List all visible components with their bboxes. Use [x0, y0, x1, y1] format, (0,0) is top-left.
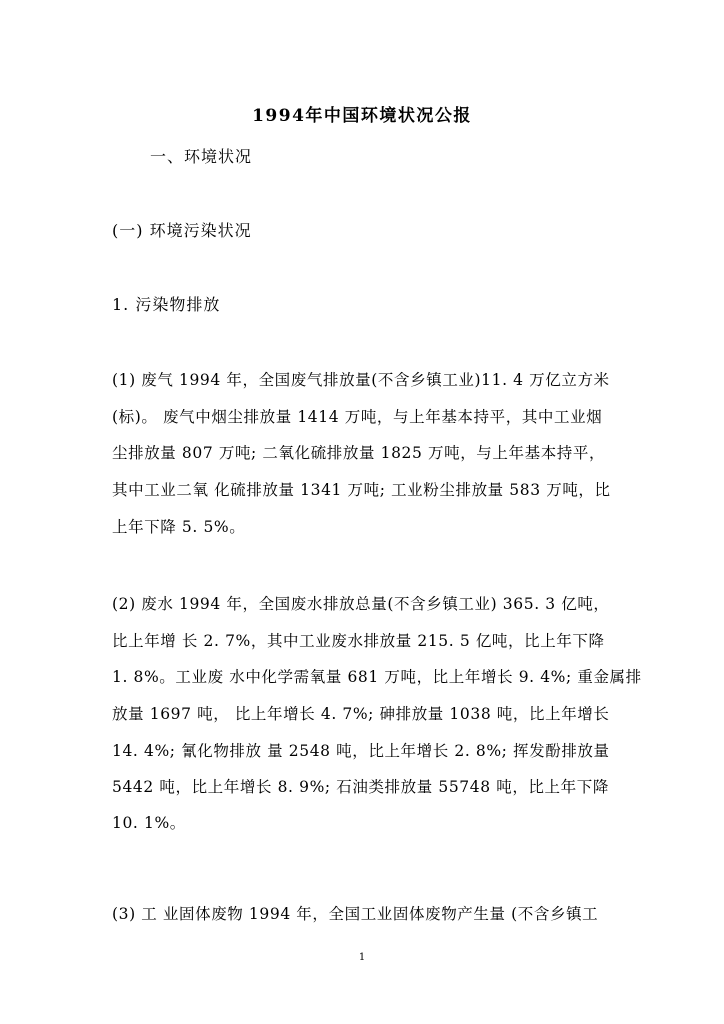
paragraph-line: 尘排放量 807 万吨; 二氧化硫排放量 1825 万吨，与上年基本持平， — [112, 444, 606, 462]
paragraph-line: 5442 吨，比上年增长 8. 9%; 石油类排放量 55748 吨，比上年下降 — [112, 778, 609, 796]
page-number: 1 — [358, 952, 366, 963]
paragraph-line: (1) 废气 1994 年，全国废气排放量(不含乡镇工业)11. 4 万亿立方米 — [112, 371, 610, 389]
paragraph-line: 1. 8%。工业废 水中化学需氧量 681 万吨，比上年增长 9. 4%; 重金属排 — [112, 668, 642, 686]
paragraph-line: 上年下降 5. 5%。 — [112, 518, 246, 536]
paragraph-line: (3) 工 业固体废物 1994 年，全国工业固体废物产生量 (不含乡镇工 — [112, 905, 599, 923]
paragraph-line: (2) 废水 1994 年，全国废水排放总量(不含乡镇工业) 365. 3 亿吨， — [112, 595, 610, 613]
subsection-heading-pollutant-emission: 1. 污染物排放 — [112, 295, 221, 314]
paragraph-line: (标)。 废气中烟尘排放量 1414 万吨，与上年基本持平，其中工业烟 — [112, 408, 603, 426]
paragraph-line: 比上年增 长 2. 7%，其中工业废水排放量 215. 5 亿吨，比上年下降 — [112, 632, 605, 650]
paragraph-line: 10. 1%。 — [112, 814, 186, 832]
section-heading-environment-status: 一、环境状况 — [150, 147, 253, 166]
paragraph-line: 14. 4%; 氰化物排放 量 2548 吨，比上年增长 2. 8%; 挥发酚排放量 — [112, 742, 610, 760]
subsection-heading-pollution-status: (一) 环境污染状况 — [112, 221, 252, 240]
paragraph-line: 放量 1697 吨， 比上年增长 4. 7%; 砷排放量 1038 吨，比上年增长 — [112, 705, 610, 723]
paragraph-line: 其中工业二氧 化硫排放量 1341 万吨; 工业粉尘排放量 583 万吨，比 — [112, 481, 611, 499]
document-title: 1994年中国环境状况公报 — [252, 106, 472, 126]
